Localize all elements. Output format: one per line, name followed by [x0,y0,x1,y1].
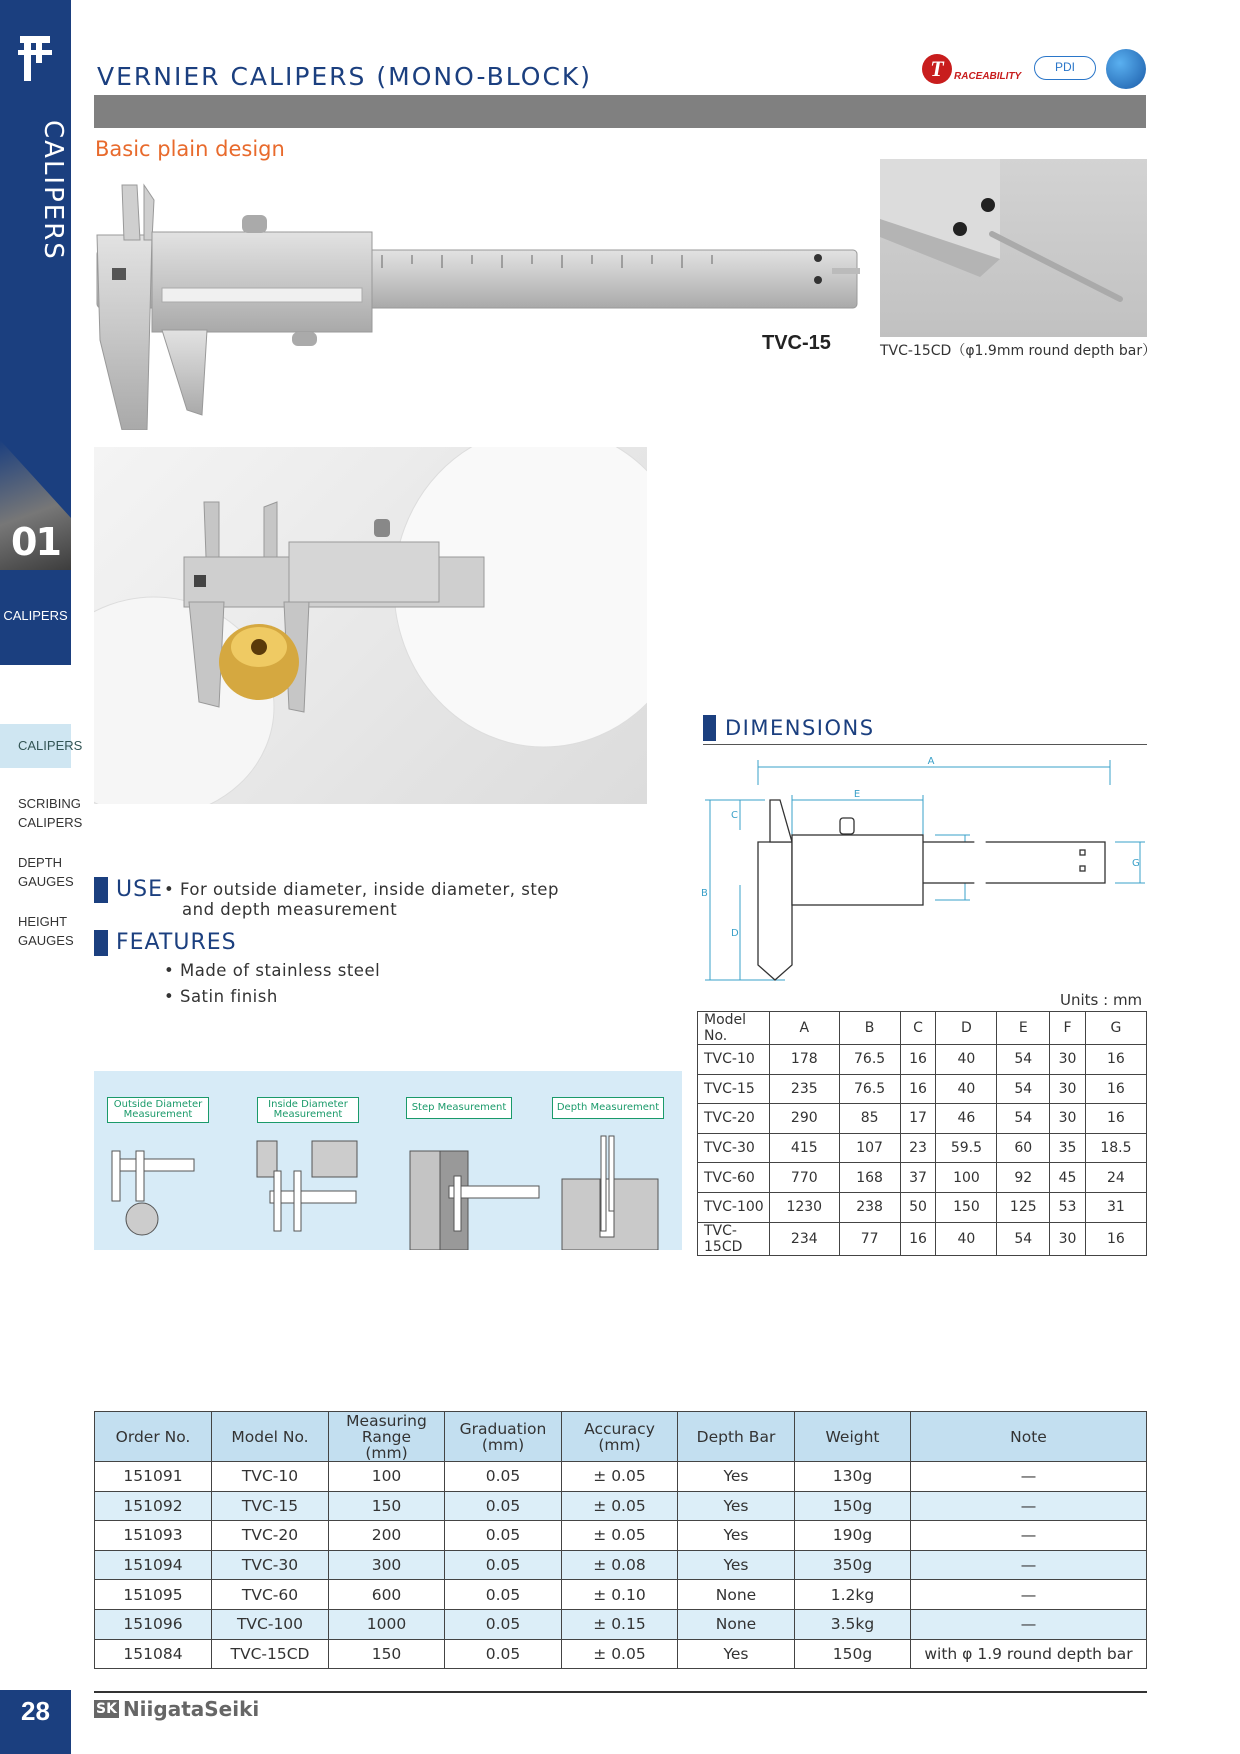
order-cell: 350g [795,1550,911,1580]
dimensions-cell: TVC-60 [698,1163,770,1193]
dimensions-header-row [698,1012,1147,1045]
features-heading: FEATURES [116,930,237,955]
subtitle: Basic plain design [95,137,285,161]
col-graduation-line: (mm) [481,1435,525,1454]
dimensions-row [698,1163,1147,1193]
footer-rule [94,1691,1147,1693]
order-cell: Yes [678,1639,795,1669]
dimensions-drawing [695,750,1147,985]
dimensions-cell: TVC-20 [698,1104,770,1134]
logo-text: NiigataSeiki [122,1697,260,1721]
sidebar-item-height-gauges[interactable]: HEIGHT GAUGES [18,914,74,948]
order-row [95,1609,1147,1639]
features-section-marker [94,930,108,956]
dimensions-cell: 46 [936,1104,997,1134]
label-d: D [731,928,739,939]
order-cell: 151091 [95,1462,212,1492]
dimensions-cell: 77 [839,1222,900,1255]
order-cell: 300 [329,1550,445,1580]
dimensions-cell: 92 [997,1163,1050,1193]
dimensions-cell: 85 [839,1104,900,1134]
order-table [94,1411,1147,1669]
certification-badges [922,48,1148,94]
col-model-no: Model No. [212,1412,329,1462]
order-cell: None [678,1580,795,1610]
usage-illustrations [94,1131,682,1250]
col-c: C [900,1012,936,1045]
dimensions-cell: 18.5 [1085,1133,1146,1163]
order-cell: 1.2kg [795,1580,911,1610]
dimensions-cell: 60 [997,1133,1050,1163]
col-range-line: Measuring [346,1411,427,1430]
inside-diameter-label-line: Measurement [273,1109,343,1120]
col-b: B [839,1012,900,1045]
order-cell: TVC-60 [212,1580,329,1610]
traceability-label: RACEABILITY [954,71,1022,82]
dimensions-cell: 40 [936,1045,997,1075]
dimensions-cell: TVC-10 [698,1045,770,1075]
col-d: D [936,1012,997,1045]
dimensions-cell: 50 [900,1192,936,1222]
features-list [164,958,380,1010]
label-b: B [701,888,708,899]
dimensions-cell: 238 [839,1192,900,1222]
order-cell: TVC-100 [212,1609,329,1639]
dimensions-cell: 125 [997,1192,1050,1222]
dimensions-table [697,1011,1147,1256]
dimensions-cell: 16 [900,1222,936,1255]
order-cell: TVC-30 [212,1550,329,1580]
order-cell: None [678,1609,795,1639]
dimensions-cell: 54 [997,1074,1050,1104]
order-row [95,1462,1147,1492]
dimensions-cell: 16 [1085,1222,1146,1255]
dimensions-cell: 16 [1085,1074,1146,1104]
dimensions-cell: 30 [1050,1222,1086,1255]
title-bar [94,95,1146,128]
dimensions-cell: 16 [1085,1104,1146,1134]
order-cell: TVC-10 [212,1462,329,1492]
col-range [329,1412,445,1462]
order-cell: 0.05 [445,1609,562,1639]
outside-diameter-label-line: Outside Diameter [113,1099,203,1110]
col-f: F [1050,1012,1086,1045]
use-line-1: • For outside diameter, inside diameter, step [164,880,559,899]
order-row [95,1639,1147,1669]
order-cell: 0.05 [445,1550,562,1580]
order-cell: 151093 [95,1521,212,1551]
order-cell: Yes [678,1521,795,1551]
col-range-line: Range [361,1427,412,1446]
outside-diameter-label-line: Measurement [123,1109,193,1120]
col-model: Model No. [698,1012,770,1045]
col-accuracy-line: Accuracy [584,1419,655,1438]
inside-diameter-label [257,1097,359,1123]
pdi-badge: PDI [1034,56,1096,80]
label-g: G [1132,858,1140,869]
section-label: CALIPERS [3,608,68,623]
dimensions-cell: 59.5 [936,1133,997,1163]
dimensions-cell: 37 [900,1163,936,1193]
dimensions-cell: TVC-15CD [698,1222,770,1255]
dimensions-cell: 54 [997,1104,1050,1134]
sidebar-item-scribing-calipers[interactable]: SCRIBING CALIPERS [18,796,83,830]
usage-examples-panel [94,1071,682,1250]
traceability-icon: T [922,54,952,84]
dimensions-row [698,1133,1147,1163]
order-row [95,1491,1147,1521]
label-e: E [853,789,861,800]
product-label-main: TVC-15 [762,332,831,354]
order-cell: 151094 [95,1550,212,1580]
inside-diameter-label-line: Inside Diameter [268,1099,348,1110]
order-row [95,1550,1147,1580]
order-cell: ± 0.05 [562,1521,678,1551]
order-cell: 150 [329,1491,445,1521]
dimensions-cell: 17 [900,1104,936,1134]
order-cell: 600 [329,1580,445,1610]
dimensions-cell: 415 [770,1133,840,1163]
order-cell: 0.05 [445,1521,562,1551]
order-cell: TVC-15CD [212,1639,329,1669]
order-cell: TVC-15 [212,1491,329,1521]
logo-mark: SK [96,1701,117,1717]
dimensions-cell: TVC-100 [698,1192,770,1222]
depth-bar-caption: TVC-15CD（φ1.9mm round depth bar） [880,343,1157,359]
dimensions-row [698,1074,1147,1104]
order-cell: 151084 [95,1639,212,1669]
col-accuracy [562,1412,678,1462]
order-cell: 0.05 [445,1462,562,1492]
order-cell: 200 [329,1521,445,1551]
col-graduation [445,1412,562,1462]
caliper-icon [14,30,56,85]
col-order-no: Order No. [95,1412,212,1462]
order-cell: 130g [795,1462,911,1492]
dimensions-cell: 168 [839,1163,900,1193]
dimensions-cell: 30 [1050,1045,1086,1075]
depth-measurement-label: Depth Measurement [552,1097,664,1119]
order-cell: ± 0.08 [562,1550,678,1580]
dimensions-cell: 235 [770,1074,840,1104]
units-label: Units : mm [1060,991,1143,1009]
col-depth-bar: Depth Bar [678,1412,795,1462]
order-cell: 190g [795,1521,911,1551]
dimensions-cell: 54 [997,1222,1050,1255]
dimensions-row [698,1104,1147,1134]
order-cell: 0.05 [445,1580,562,1610]
dimensions-cell: 40 [936,1222,997,1255]
dimensions-cell: 30 [1050,1104,1086,1134]
caliper-in-use-photo [94,447,647,804]
depth-bar-product-image [880,159,1147,337]
order-cell: ± 0.05 [562,1639,678,1669]
sidebar-vertical-title: CALIPERS [38,120,68,261]
dimensions-cell: 54 [997,1045,1050,1075]
col-g: G [1085,1012,1146,1045]
dimensions-cell: 770 [770,1163,840,1193]
dimensions-cell: TVC-30 [698,1133,770,1163]
order-cell: Yes [678,1491,795,1521]
order-cell: — [911,1462,1147,1492]
dimensions-cell: 76.5 [839,1045,900,1075]
dimensions-cell: 178 [770,1045,840,1075]
dimensions-row [698,1192,1147,1222]
dimensions-cell: 234 [770,1222,840,1255]
section-number: 01 [11,520,60,564]
dimensions-cell: 45 [1050,1163,1086,1193]
dimensions-cell: TVC-15 [698,1074,770,1104]
sidebar-item-calipers[interactable]: CALIPERS [0,724,71,768]
dimensions-rule [703,744,1147,745]
page-number: 28 [0,1690,71,1754]
order-cell: 1000 [329,1609,445,1639]
use-description [164,880,604,920]
order-cell: 150g [795,1639,911,1669]
order-cell: 100 [329,1462,445,1492]
dimensions-heading: DIMENSIONS [725,716,875,740]
feature-item: • Satin finish [164,987,278,1006]
order-cell: ± 0.05 [562,1491,678,1521]
use-heading: USE [116,877,163,902]
dimensions-cell: 40 [936,1074,997,1104]
order-cell: — [911,1580,1147,1610]
col-graduation-line: Graduation [459,1419,547,1438]
order-row [95,1521,1147,1551]
col-note: Note [911,1412,1147,1462]
dimensions-cell: 24 [1085,1163,1146,1193]
dimensions-cell: 76.5 [839,1074,900,1104]
order-cell: 151096 [95,1609,212,1639]
company-logo [94,1697,259,1721]
dimensions-cell: 31 [1085,1192,1146,1222]
col-weight: Weight [795,1412,911,1462]
order-cell: with φ 1.9 round depth bar [911,1639,1147,1669]
page-title: VERNIER CALIPERS (MONO-BLOCK) [97,62,593,91]
dimensions-cell: 150 [936,1192,997,1222]
order-row [95,1580,1147,1610]
order-cell: TVC-20 [212,1521,329,1551]
dimensions-cell: 16 [900,1074,936,1104]
order-cell: — [911,1550,1147,1580]
order-cell: 3.5kg [795,1609,911,1639]
step-measurement-label: Step Measurement [406,1097,512,1119]
use-section-marker [94,877,108,903]
globe-icon [1106,49,1146,89]
order-cell: — [911,1491,1147,1521]
feature-item: • Made of stainless steel [164,961,381,980]
order-cell: ± 0.05 [562,1462,678,1492]
dimensions-cell: 16 [900,1045,936,1075]
col-accuracy-line: (mm) [598,1435,641,1454]
dimensions-cell: 290 [770,1104,840,1134]
order-cell: 150g [795,1491,911,1521]
caliper-product-image [92,180,862,430]
order-cell: — [911,1521,1147,1551]
use-line-2: and depth measurement [182,900,398,919]
order-cell: Yes [678,1550,795,1580]
dimensions-section-marker [703,715,716,741]
order-cell: 0.05 [445,1491,562,1521]
dimensions-row [698,1045,1147,1075]
dimensions-cell: 30 [1050,1074,1086,1104]
dimensions-cell: 16 [1085,1045,1146,1075]
dimensions-row [698,1222,1147,1255]
col-a: A [770,1012,840,1045]
outside-diameter-label [107,1097,209,1123]
label-c: C [731,810,738,821]
dimensions-cell: 35 [1050,1133,1086,1163]
label-a: A [927,756,935,767]
order-cell: 151092 [95,1491,212,1521]
dimensions-cell: 100 [936,1163,997,1193]
sidebar-item-depth-gauges[interactable]: DEPTH GAUGES [18,855,74,889]
order-cell: ± 0.15 [562,1609,678,1639]
order-header-row [95,1412,1147,1462]
col-range-line: (mm) [365,1443,408,1462]
order-cell: — [911,1609,1147,1639]
order-cell: 0.05 [445,1639,562,1669]
col-e: E [997,1012,1050,1045]
dimensions-cell: 107 [839,1133,900,1163]
dimensions-cell: 1230 [770,1192,840,1222]
order-cell: 151095 [95,1580,212,1610]
order-cell: 150 [329,1639,445,1669]
order-cell: ± 0.10 [562,1580,678,1610]
dimensions-cell: 53 [1050,1192,1086,1222]
order-cell: Yes [678,1462,795,1492]
dimensions-cell: 23 [900,1133,936,1163]
